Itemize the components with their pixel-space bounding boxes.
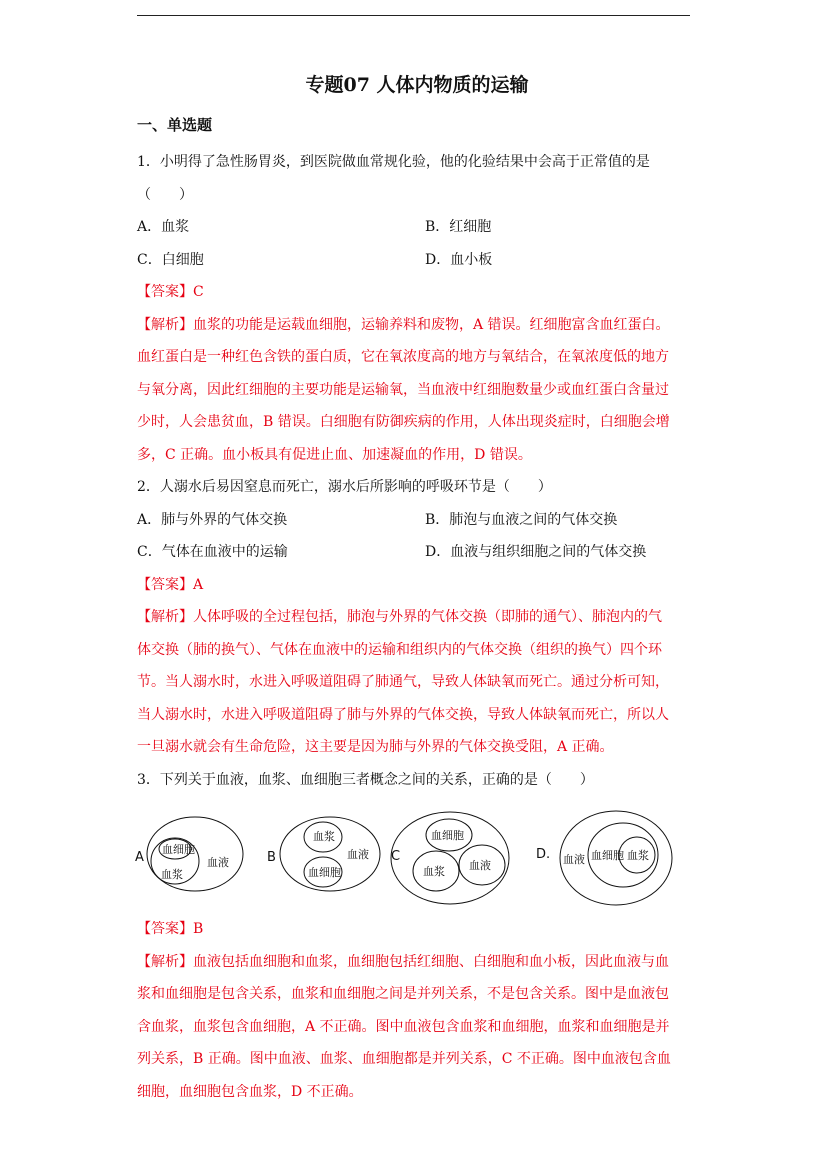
analysis-line: 当人溺水时，水进入呼吸道阻碍了肺与外界的气体交换，导致人体缺氧而死亡，所以人 xyxy=(137,706,669,723)
analysis-block xyxy=(137,601,697,764)
analysis-line: 细胞，血细胞包含血浆，D 不正确。 xyxy=(137,1083,363,1100)
analysis-line: 体交换（肺的换气）、气体在血液中的运输和组织内的气体交换（组织的换气）四个环 xyxy=(137,641,662,658)
label-plasma: 血浆 xyxy=(161,868,183,881)
header-rule xyxy=(137,15,690,16)
option-a: A．血浆 xyxy=(137,219,190,235)
options-row xyxy=(137,504,697,537)
analysis-line: 节。当人溺水时，水进入呼吸道阻碍了肺通气，导致人体缺氧而死亡。通过分析可知， xyxy=(137,674,669,690)
analysis-line: 列关系，B 正确。图中血液、血浆、血细胞都是并列关系，C 不正确。图中血液包含血 xyxy=(137,1051,671,1067)
option-c: C．气体在血液中的运输 xyxy=(137,544,288,560)
question-3 xyxy=(137,764,697,1109)
analysis-line: 一旦溺水就会有生命危险，这主要是因为肺与外界的气体交换受阻，A 正确。 xyxy=(137,739,614,755)
label-blood: 血液 xyxy=(207,856,229,869)
analysis-tag: 【解析】 xyxy=(137,316,193,333)
analysis-line: 浆和血细胞是包含关系，血浆和血细胞之间是并列关系，不是包含关系。图中是血液包 xyxy=(137,986,669,1002)
options-row xyxy=(137,211,697,244)
answer-tag: 【答案】 xyxy=(137,576,193,593)
option-b: B．肺泡与血液之间的气体交换 xyxy=(425,511,618,528)
answer-line xyxy=(137,276,697,309)
question-paren: （ ） xyxy=(137,186,193,203)
option-letter-c: C xyxy=(391,849,401,864)
answer-value: C xyxy=(193,284,204,300)
analysis-block xyxy=(137,309,697,472)
option-letter-a: A xyxy=(135,850,144,865)
question-stem: 2．人溺水后易因窒息而死亡，溺水后所影响的呼吸环节是（ ） xyxy=(137,479,552,495)
label-blood-cell: 血细胞 xyxy=(162,843,195,856)
options-row xyxy=(137,244,697,277)
analysis-tag: 【解析】 xyxy=(137,953,193,970)
label-plasma: 血浆 xyxy=(423,865,445,878)
analysis-line: 血液包括血细胞和血浆，血细胞包括红细胞、白细胞和血小板，因此血液与血 xyxy=(193,953,669,970)
option-c: C．白细胞 xyxy=(137,251,204,268)
answer-value: B xyxy=(193,921,204,937)
option-letter-d: D. xyxy=(536,847,551,862)
option-d: D．血小板 xyxy=(425,251,493,268)
label-plasma: 血浆 xyxy=(627,849,649,862)
options-row xyxy=(137,536,697,569)
option-letter-b: B xyxy=(267,850,276,865)
venn-circle xyxy=(391,812,509,904)
analysis-line: 含血浆，血浆包含血细胞，A 不正确。图中血液包含血浆和血细胞，血浆和血细胞是并 xyxy=(137,1018,670,1035)
analysis-tag: 【解析】 xyxy=(137,609,193,625)
analysis-line: 人体呼吸的全过程包括，肺泡与外界的气体交换（即肺的通气）、肺泡内的气 xyxy=(193,609,662,625)
question-1 xyxy=(137,146,697,471)
answer-tag: 【答案】 xyxy=(137,284,193,300)
answer-line xyxy=(137,913,697,946)
question-stem: 1．小明得了急性肠胃炎，到医院做血常规化验，他的化验结果中会高于正常值的是 xyxy=(137,154,650,170)
label-blood: 血液 xyxy=(347,848,369,861)
venn-svg xyxy=(132,802,692,907)
label-blood-cell: 血细胞 xyxy=(431,829,464,842)
analysis-line: 多，C 正确。血小板具有促进止血、加速凝血的作用，D 错误。 xyxy=(137,446,532,463)
section-heading: 一、单选题 xyxy=(137,116,213,134)
document-page xyxy=(137,72,697,1108)
analysis-line: 少时，人会患贫血，B 错误。白细胞有防御疾病的作用，人体出现炎症时，白细胞会增 xyxy=(137,414,670,430)
label-blood: 血液 xyxy=(563,853,585,866)
analysis-block xyxy=(137,946,697,1109)
answer-tag: 【答案】 xyxy=(137,921,193,937)
label-plasma: 血浆 xyxy=(313,830,335,843)
question-2 xyxy=(137,471,697,764)
option-b: B．红细胞 xyxy=(425,219,492,235)
option-d: D．血液与组织细胞之间的气体交换 xyxy=(425,544,647,560)
option-a: A．肺与外界的气体交换 xyxy=(137,511,288,528)
analysis-line: 血红蛋白是一种红色含铁的蛋白质，它在氧浓度高的地方与氧结合，在氧浓度低的地方 xyxy=(137,349,669,365)
answer-value: A xyxy=(193,576,204,593)
analysis-line: 与氧分离，因此红细胞的主要功能是运输氧，当血液中红细胞数量少或血红蛋白含量过 xyxy=(137,381,669,398)
question-stem: 3．下列关于血液，血浆、血细胞三者概念之间的关系，正确的是（ ） xyxy=(137,771,594,788)
venn-diagrams xyxy=(137,802,697,907)
label-blood-cell: 血细胞 xyxy=(308,866,341,879)
analysis-line: 血浆的功能是运载血细胞，运输养料和废物，A 错误。红细胞富含血红蛋白。 xyxy=(193,316,670,333)
label-blood-cell: 血细胞 xyxy=(591,849,624,862)
label-blood: 血液 xyxy=(469,859,491,872)
answer-line xyxy=(137,569,697,602)
page-title: 专题07 人体内物质的运输 xyxy=(305,74,529,96)
